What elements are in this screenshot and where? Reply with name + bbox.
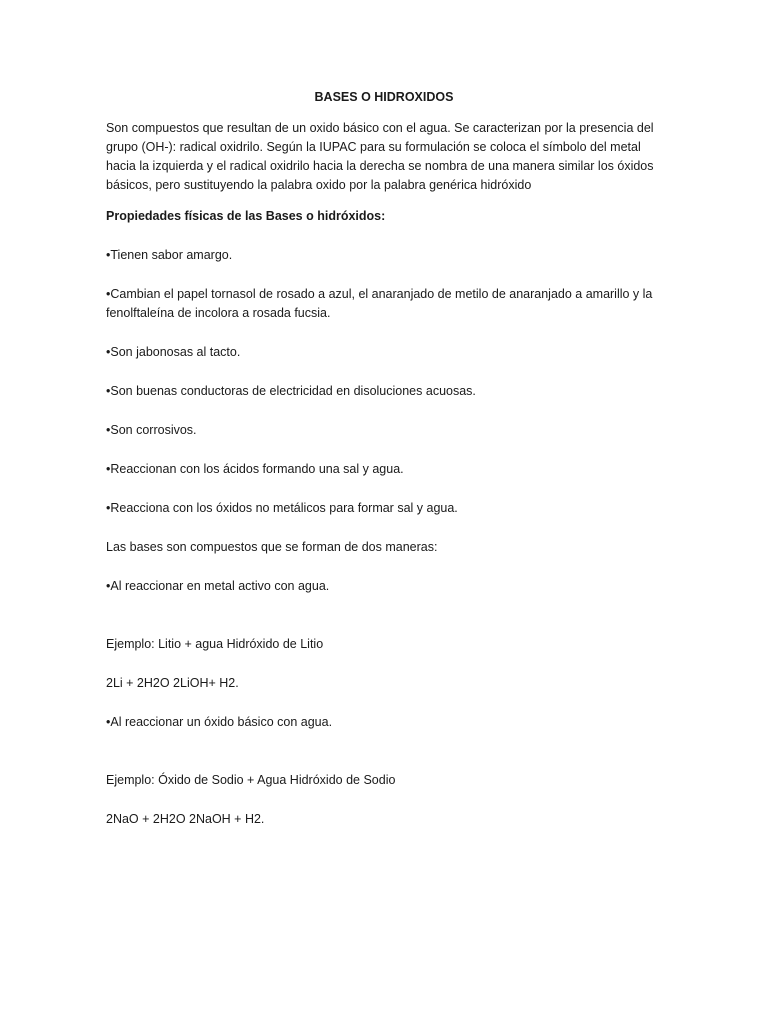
document-page [106,88,662,849]
formation-method-1: •Al reaccionar en metal activo con agua. [106,579,330,593]
formation-method-2: •Al reaccionar un óxido básico con agua. [106,715,333,729]
formation-intro: Las bases son compuestos que se forman de dos maneras: [106,540,438,554]
equation-1: 2Li + 2H2O 2LiOH+ H2. [106,676,239,690]
property-item: •Reacciona con los óxidos no metálicos para formar sal y agua. [106,501,458,515]
property-item: •Reaccionan con los ácidos formando una sal y agua. [106,462,404,476]
example-2: Ejemplo: Óxido de Sodio + Agua Hidróxido de Sodio [106,773,396,787]
equation-2: 2NaO + 2H2O 2NaOH + H2. [106,812,265,826]
properties-heading: Propiedades físicas de las Bases o hidróxidos: [106,209,386,223]
property-item: •Cambian el papel tornasol de rosado a azul, el anaranjado de metilo de anaranjado a amarillo y la fenolftaleína de incolora a rosada fucsia. [106,287,653,320]
document-title: BASES O HIDROXIDOS [314,90,454,104]
example-1: Ejemplo: Litio + agua Hidróxido de Litio [106,637,324,651]
property-item: •Tienen sabor amargo. [106,248,233,262]
property-item: •Son corrosivos. [106,423,197,437]
intro-paragraph: Son compuestos que resultan de un oxido básico con el agua. Se caracterizan por la presencia del grupo (OH-): radical oxidrilo. Según la IUPAC para su formulación se coloca el símbolo del metal hacia la izquierda y el radical oxidrilo hacia la derecha se nombra de una manera similar los óxidos básicos, pero sustituyendo la palabra oxido por la palabra genérica hidróxido [106,121,654,192]
property-item: •Son jabonosas al tacto. [106,345,241,359]
property-item: •Son buenas conductoras de electricidad en disoluciones acuosas. [106,384,476,398]
